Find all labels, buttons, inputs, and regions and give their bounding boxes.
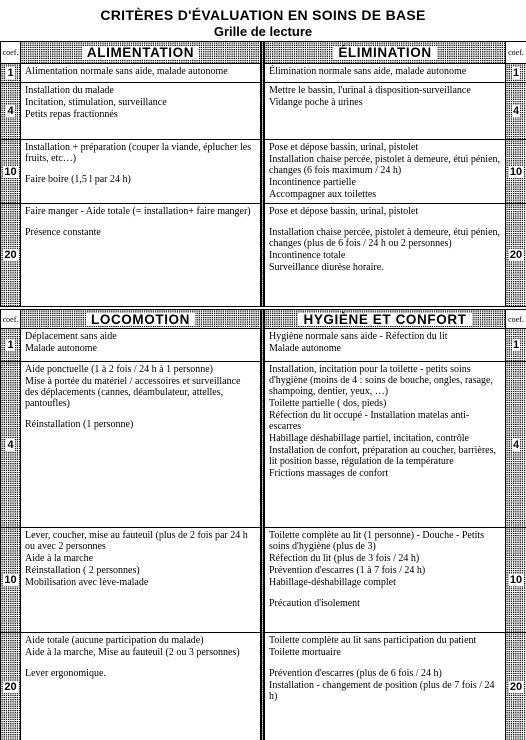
- criteria-line: Habillage-déshabillage complet: [269, 577, 396, 588]
- coef-value-cl: [0, 328, 21, 362]
- criteria-cell-left: [20, 527, 261, 633]
- section-header-label: LOCOMOTION: [86, 313, 195, 326]
- coef-value: 10: [4, 574, 17, 586]
- page-subtitle: Grille de lecture: [213, 24, 313, 39]
- criteria-line: Prévention d'escarres (1 à 7 fois / 24 h): [269, 565, 426, 576]
- criteria-cell-left: [20, 203, 261, 307]
- criteria-line: Hygiène normale sans aide - Réfection du lit: [269, 331, 448, 342]
- criteria-line: Installation chaise percée, pistolet à demeure, étui pénien, changes (plus de 6 fois / 24 h ou 2 personnes): [269, 227, 501, 249]
- criteria-line: Aide à la marche: [25, 553, 94, 564]
- criteria-line: Frictions massages de confort: [269, 468, 389, 479]
- criteria-line: Toilette partielle ( dos, pieds): [269, 398, 387, 409]
- coef-label: coef.: [2, 314, 19, 324]
- criteria-line: Malade autonome: [25, 343, 97, 354]
- criteria-line: Installation + préparation (couper la viande, éplucher les fruits, etc…): [25, 142, 252, 164]
- criteria-cell-left: [20, 82, 261, 140]
- coef-value: 10: [4, 165, 17, 178]
- blank-line: [269, 588, 501, 597]
- criteria-line: Prévention d'escarres (plus de 6 fois / 24 h): [269, 668, 442, 679]
- criteria-line: Accompagner aux toilettes: [269, 189, 377, 200]
- coef-value: 1: [7, 67, 14, 79]
- coef-header-cr: [505, 309, 526, 329]
- section-header-right: [264, 309, 506, 329]
- coef-value: 10: [509, 574, 523, 586]
- coef-value-cl: [0, 82, 21, 140]
- coef-value: 20: [509, 680, 523, 693]
- criteria-line: Incontinence totale: [269, 250, 346, 261]
- criteria-line: Aide ponctuelle (1 à 2 fois / 24 h à 1 personne): [25, 364, 214, 375]
- coef-label: coef.: [508, 314, 524, 324]
- criteria-line: Toilette complète au lit (1 personne) - Douche - Petits soins d'hygiène (plus de 3): [269, 530, 485, 552]
- coef-label: coef.: [2, 48, 19, 57]
- criteria-line: Installation - changement de position (plus de 7 fois / 24 h): [269, 680, 495, 702]
- coef-value-cr: [505, 328, 526, 362]
- criteria-line: Précaution d'isolement: [269, 598, 360, 609]
- coef-value: 4: [7, 438, 14, 451]
- criteria-line: Présence constante: [25, 227, 101, 238]
- criteria-cell-left: [20, 139, 261, 204]
- coef-value: 4: [512, 105, 520, 117]
- criteria-line: Réfection du lit occupé - Installation matelas anti-escarres: [269, 410, 470, 432]
- criteria-cell-left: [20, 361, 261, 528]
- criteria-line: Déplacement sans aide: [25, 331, 117, 342]
- page-title: CRITÈRES D'ÉVALUATION EN SOINS DE BASE: [100, 7, 426, 23]
- coef-header-cr: [505, 41, 526, 64]
- criteria-line: Mettre le bassin, l'urinal à disposition-surveillance: [269, 85, 471, 96]
- section-header-label: HYGIÈNE ET CONFORT: [298, 313, 471, 326]
- blank-line: [25, 217, 256, 226]
- criteria-line: Faire boire (1,5 l par 24 h): [25, 174, 131, 185]
- section-header-right: [264, 41, 506, 64]
- criteria-cell-right: [264, 527, 506, 633]
- coef-value-cl: [0, 361, 21, 528]
- criteria-line: Incitation, stimulation, surveillance: [25, 97, 167, 108]
- criteria-cell-right: [264, 63, 506, 83]
- coef-value: 1: [512, 67, 520, 79]
- criteria-line: Installation du malade: [25, 85, 114, 96]
- criteria-line: Faire manger - Aide totale (= installation+ faire manger): [25, 206, 251, 217]
- coef-value: 20: [4, 680, 17, 693]
- criteria-line: Élimination normale sans aide, malade autonome: [269, 66, 467, 77]
- coef-value-cr: [505, 527, 526, 633]
- criteria-cell-right: [264, 632, 506, 740]
- coef-value-cr: [505, 361, 526, 528]
- criteria-cell-left: [20, 328, 261, 362]
- criteria-line: Lever, coucher, mise au fauteuil (plus de 2 fois par 24 h ou avec 2 personnes: [25, 530, 248, 552]
- criteria-line: Vidange poche à urines: [269, 97, 363, 108]
- criteria-line: Habillage déshabillage partiel, incitation, contrôle: [269, 433, 469, 444]
- coef-label: coef.: [508, 48, 524, 57]
- section-header-label: ALIMENTATION: [82, 46, 199, 59]
- criteria-cell-right: [264, 328, 506, 362]
- coef-header-cl: [0, 41, 21, 64]
- criteria-line: Pose et dépose bassin, urinal, pistolet: [269, 206, 419, 217]
- coef-value-cr: [505, 139, 526, 204]
- criteria-cell-left: [20, 632, 261, 740]
- criteria-line: Installation chaise percée, pistolet à demeure, étui pénien, changes (6 fois maximum / 24 h): [269, 154, 501, 176]
- coef-value: 20: [4, 249, 17, 261]
- section-header-left: [20, 41, 261, 64]
- blank-line: [25, 658, 256, 667]
- coef-value-cr: [505, 63, 526, 83]
- criteria-line: Réinstallation ( 2 personnes): [25, 565, 140, 576]
- section-header-label: ÉLIMINATION: [333, 46, 436, 59]
- coef-value-cl: [0, 139, 21, 204]
- criteria-line: Aide à la marche, Mise au fauteuil (2 ou 3 personnes): [25, 647, 240, 658]
- criteria-line: Malade autonome: [269, 343, 341, 354]
- section-header-left: [20, 309, 261, 329]
- coef-value: 4: [512, 438, 520, 451]
- criteria-line: Toilette mortuaire: [269, 647, 341, 658]
- criteria-cell-left: [20, 63, 261, 83]
- criteria-cell-right: [264, 139, 506, 204]
- criteria-line: Réfection du lit (plus de 3 fois / 24 h): [269, 553, 420, 564]
- criteria-line: Toilette complète au lit sans participation du patient: [269, 635, 477, 646]
- criteria-cell-right: [264, 82, 506, 140]
- coef-value-cl: [0, 63, 21, 83]
- coef-value: 20: [509, 249, 523, 261]
- criteria-line: Incontinence partielle: [269, 177, 356, 188]
- coef-value: 4: [7, 105, 14, 117]
- criteria-line: Pose et dépose bassin, urinal, pistolet: [269, 142, 419, 153]
- coef-value-cl: [0, 203, 21, 307]
- coef-value-cr: [505, 82, 526, 140]
- coef-header-cl: [0, 309, 21, 329]
- coef-value-cr: [505, 632, 526, 740]
- coef-value-cl: [0, 632, 21, 740]
- coef-value-cl: [0, 527, 21, 633]
- criteria-cell-right: [264, 361, 506, 528]
- criteria-line: Mobilisation avec lève-malade: [25, 577, 149, 588]
- blank-line: [269, 217, 501, 226]
- criteria-line: Installation de confort, préparation au coucher, barrières, lit position basse, régulation de la température: [269, 445, 496, 467]
- coef-value: 1: [7, 339, 14, 351]
- criteria-line: Petits repas fractionnés: [25, 109, 118, 120]
- blank-line: [269, 658, 501, 667]
- criteria-line: Aide totale (aucune participation du malade): [25, 635, 204, 646]
- criteria-line: Réinstallation (1 personne): [25, 419, 134, 430]
- coef-value: 1: [512, 339, 520, 351]
- criteria-line: Alimentation normale sans aide, malade autonome: [25, 66, 228, 77]
- criteria-line: Lever ergonomique.: [25, 668, 106, 679]
- coef-value-cr: [505, 203, 526, 307]
- criteria-line: Mise à portée du matériel / accessoires et surveillance des déplacements (cannes, déambulateur, attelles, pantoufles): [25, 376, 241, 409]
- coef-value: 10: [509, 165, 523, 178]
- criteria-cell-right: [264, 203, 506, 307]
- blank-line: [25, 164, 256, 173]
- criteria-line: Surveillance diurèse horaire.: [269, 262, 384, 273]
- blank-line: [25, 409, 256, 418]
- criteria-line: Installation, incitation pour la toilette - petits soins d'hygiène (moins de 4 : soins de bouche, ongles, rasage, shampoing, dentier, yeux, …): [269, 364, 493, 397]
